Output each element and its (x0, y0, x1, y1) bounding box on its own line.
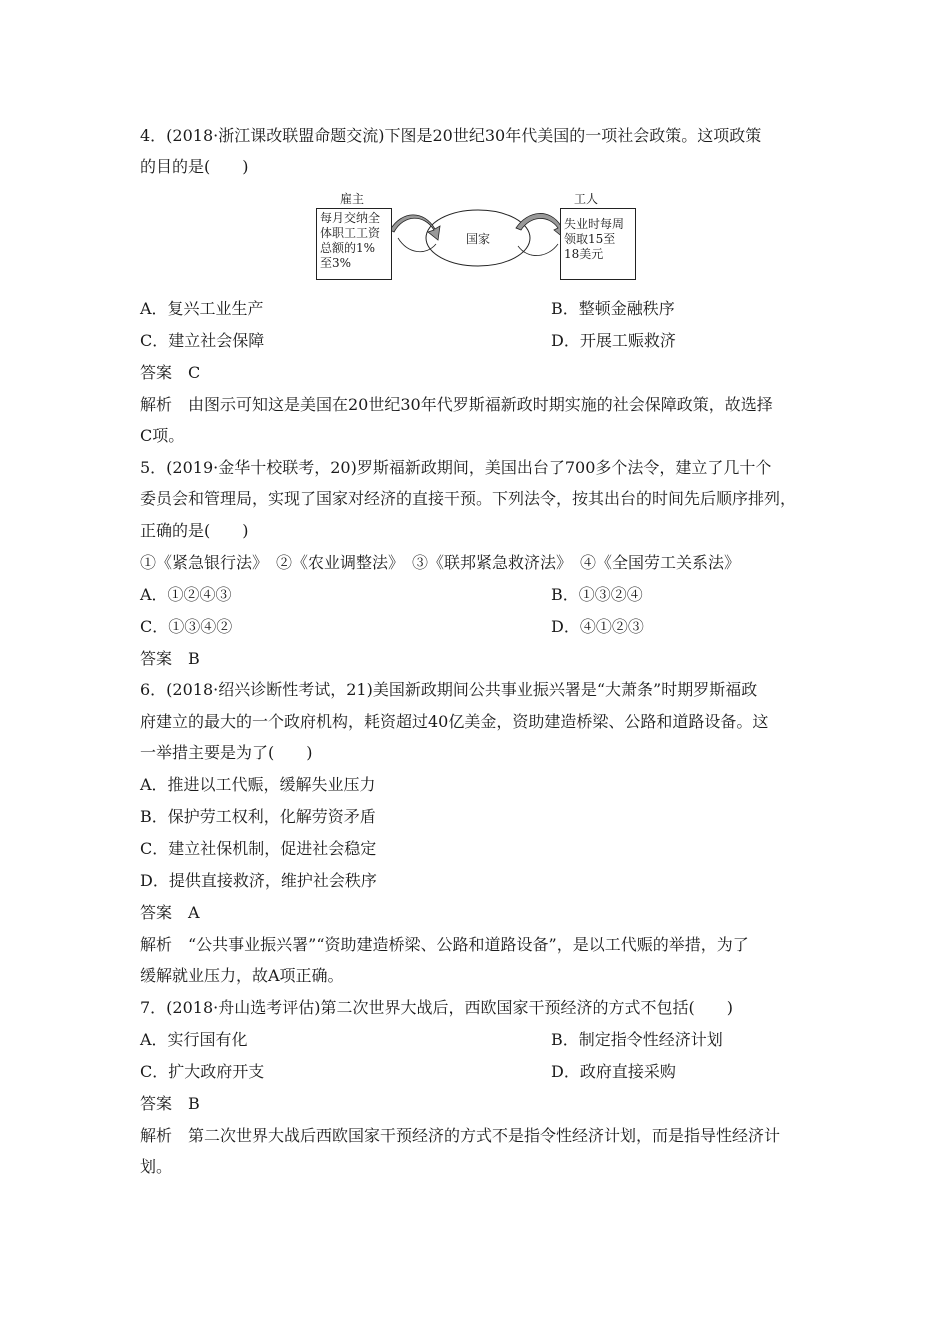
q7-options-row2 (140, 1062, 676, 1082)
worker-box (560, 208, 636, 280)
q7-analysis-line2: 划。 (140, 1157, 173, 1176)
q4-option-b: B．整顿金融秩序 (551, 299, 675, 318)
q5-stem-line1: 5．(2019·金华十校联考，20)罗斯福新政期间，美国出台了700多个法令，建立了几十个 (140, 458, 772, 477)
q5-answer: 答案 B (140, 649, 200, 668)
q6-analysis-line1: 解析 “公共事业振兴署”“资助建造桥梁、公路和道路设备”，是以工代赈的举措，为了 (140, 935, 749, 954)
q5-items: ①《紧急银行法》 ②《农业调整法》 ③《联邦紧急救济法》 ④《全国劳工关系法》 (140, 553, 741, 572)
q4-answer: 答案 C (140, 363, 201, 382)
worker-box-line: 18美元 (564, 247, 604, 261)
employer-box-line: 至3% (320, 256, 352, 270)
q5-option-d: D．④①②③ (551, 617, 644, 636)
q7-options-row1 (140, 1030, 723, 1050)
q6-stem-line2: 府建立的最大的一个政府机构，耗资超过40亿美金，资助建造桥梁、公路和道路设备。这 (140, 712, 769, 731)
q5-stem-line3: 正确的是( ) (140, 521, 249, 540)
q7-analysis-line1: 解析 第二次世界大战后西欧国家干预经济的方式不是指令性经济计划，而是指导性经济计 (140, 1126, 781, 1145)
employer-box-line: 每月交纳全 (320, 211, 381, 225)
worker-box-line: 领取15至 (564, 232, 616, 246)
employer-box (316, 208, 392, 280)
q4-option-c: C．建立社会保障 (140, 331, 265, 350)
q5-option-a: A．①②④③ (140, 585, 232, 604)
employer-box-line: 体职工工资 (320, 226, 381, 240)
q4-analysis-line2: C项。 (140, 426, 185, 445)
q7-option-c: C．扩大政府开支 (140, 1062, 265, 1081)
q7-option-a: A．实行国有化 (140, 1030, 248, 1049)
q4-options-row2 (140, 331, 676, 351)
q6-option-a: A．推进以工代赈，缓解失业压力 (140, 775, 376, 794)
q4-stem-line1: 4．(2018·浙江课改联盟命题交流)下图是20世纪30年代美国的一项社会政策。这项政策 (140, 126, 762, 145)
q4-options-row1 (140, 299, 675, 319)
q5-option-b: B．①③②④ (551, 585, 643, 604)
q6-stem-line1: 6．(2018·绍兴诊断性考试，21)美国新政期间公共事业振兴署是“大萧条”时期罗斯福政 (140, 680, 758, 699)
worker-label: 工人 (574, 192, 599, 206)
employer-label: 雇主 (340, 192, 365, 206)
q7-option-d: D．政府直接采购 (551, 1062, 676, 1081)
q5-option-c: C．①③④② (140, 617, 233, 636)
q6-option-b: B．保护劳工权利，化解劳资矛盾 (140, 807, 376, 826)
q6-stem-line3: 一举措主要是为了( ) (140, 743, 313, 762)
q6-option-c: C．建立社保机制，促进社会稳定 (140, 839, 377, 858)
q5-options-row1 (140, 585, 643, 605)
q5-stem-line2: 委员会和管理局，实现了国家对经济的直接干预。下列法令，按其出台的时间先后顺序排列， (140, 489, 797, 508)
q4-stem-line2: 的目的是( ) (140, 157, 249, 176)
q4-analysis-line1: 解析 由图示可知这是美国在20世纪30年代罗斯福新政时期实施的社会保障政策，故选择 (140, 395, 773, 414)
q6-analysis-line2: 缓解就业压力，故A项正确。 (140, 966, 344, 985)
q7-option-b: B．制定指令性经济计划 (551, 1030, 723, 1049)
worker-box-line: 失业时每周 (564, 217, 625, 231)
q7-answer: 答案 B (140, 1094, 200, 1113)
q4-option-d: D．开展工赈救济 (551, 331, 676, 350)
q4-option-a: A．复兴工业生产 (140, 299, 264, 318)
q4-policy-diagram (316, 192, 638, 284)
q7-stem-line1: 7．(2018·舟山选考评估)第二次世界大战后，西欧国家干预经济的方式不包括( ) (140, 998, 733, 1017)
q5-options-row2 (140, 617, 644, 637)
employer-box-line: 总额的1% (320, 241, 376, 255)
q6-answer: 答案 A (140, 903, 200, 922)
q6-option-d: D．提供直接救济，维护社会秩序 (140, 871, 377, 890)
state-label: 国家 (466, 232, 491, 246)
